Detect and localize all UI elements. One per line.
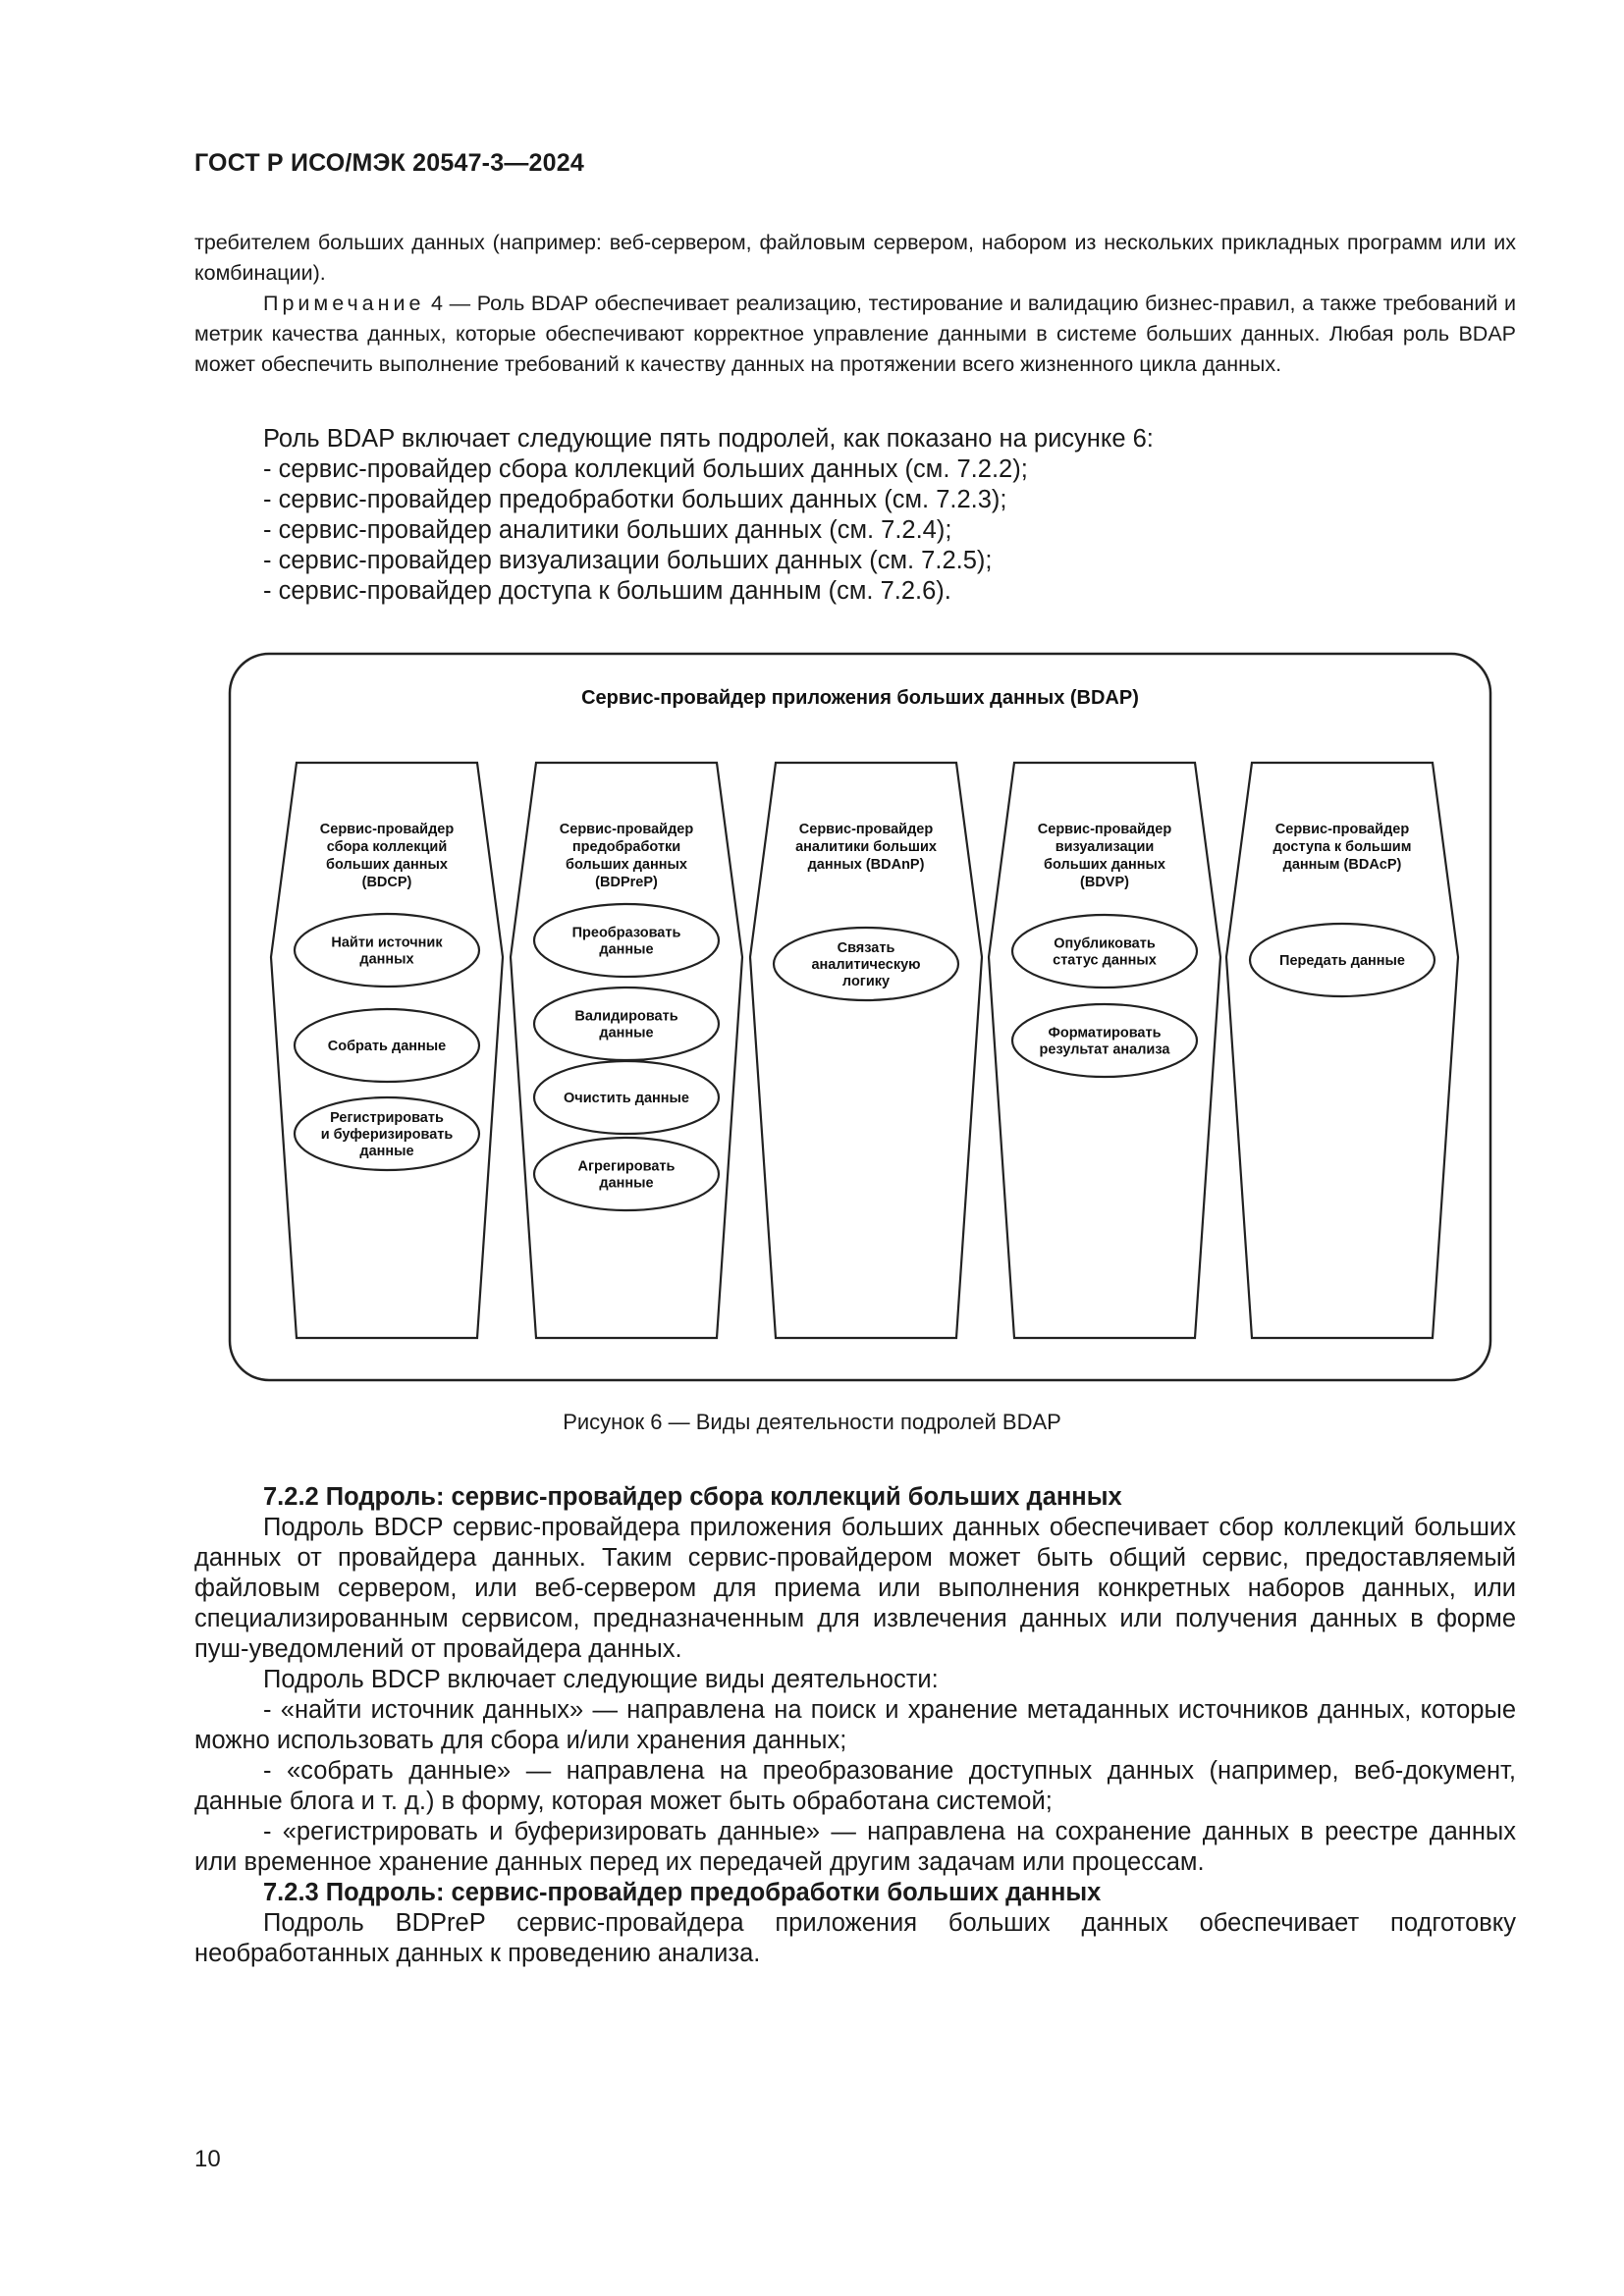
section-722-heading: 7.2.2 Подроль: сервис-провайдер сбора коллекций больших данных [263, 1483, 1122, 1511]
intro-continuation: требителем больших данных (например: веб-сервером, файловым сервером, набором из нескольких прикладных программ или их комбинации). [194, 231, 1516, 285]
subrole-title-line: Сервис-провайдер [559, 822, 694, 837]
subrole-title-line: Сервис-провайдер [319, 822, 455, 837]
list-item: - сервис-провайдер визуализации больших данных (см. 7.2.5); [263, 547, 993, 574]
subrole-title-line: больших данных [1044, 857, 1165, 873]
diagram-title: Сервис-провайдер приложения больших данных (BDAP) [581, 687, 1139, 709]
activity-label: Регистрировать [330, 1110, 444, 1126]
page-number: 10 [194, 2146, 221, 2172]
activity-label: Опубликовать [1054, 935, 1156, 952]
note-text: 4 — Роль BDAP обеспечивает реализацию, тестирование и валидацию бизнес-правил, а также требований и метрик качества данных, которые обеспечивают корректное управление данными в системе больших данных. Любая роль BDAP может обеспечить выполнение требований к качеству данных на протяжении всего жизненного цикла данных. [194, 292, 1516, 376]
activity-label: результат анализа [1039, 1041, 1170, 1058]
section-722-intro: Подроль BDCP включает следующие виды деятельности: [263, 1666, 939, 1693]
section-722-bullet-1: - «найти источник данных» — направлена на поиск и хранение метаданных источников данных, которые можно использовать для сбора и/или хранения данных; [194, 1696, 1516, 1754]
subrole-title-line: больших данных [326, 857, 448, 873]
activity-label: Очистить данные [564, 1091, 689, 1106]
figure-caption: Рисунок 6 — Виды деятельности подролей BDAP [563, 1410, 1061, 1434]
subrole-title-line: (BDCP) [361, 875, 412, 890]
activity-label: Форматировать [1048, 1025, 1162, 1041]
activity-label: и буферизировать [320, 1127, 454, 1143]
activity-label: данных [359, 951, 414, 968]
section-723-heading: 7.2.3 Подроль: сервис-провайдер предобработки больших данных [263, 1879, 1102, 1906]
activity-label: аналитическую [811, 957, 921, 973]
subrole-title-line: больших данных [566, 857, 687, 873]
subrole-columns [271, 763, 1458, 1338]
activity-label: данные [599, 941, 654, 958]
list-item: - сервис-провайдер сбора коллекций больших данных (см. 7.2.2); [263, 455, 1028, 483]
activity-label: статус данных [1053, 952, 1157, 969]
activity-label: Преобразовать [571, 925, 681, 941]
activity-label: данные [599, 1025, 654, 1041]
list-item: - сервис-провайдер аналитики больших данных (см. 7.2.4); [263, 516, 952, 544]
activity-label: данные [599, 1175, 654, 1192]
note-paragraph [194, 289, 1516, 380]
subrole-title-line: визуализации [1055, 839, 1155, 855]
subrole-title-line: Сервис-провайдер [1274, 822, 1410, 837]
subrole-title-line: предобработки [571, 839, 681, 855]
subrole-title-line: данных (BDAnP) [807, 857, 925, 873]
roles-list [263, 424, 1154, 607]
activity-label: Собрать данные [327, 1039, 447, 1054]
activity-label: Найти источник [331, 934, 443, 951]
note-label: Примечание [263, 292, 425, 315]
subrole-title-line: доступа к большим [1272, 839, 1412, 855]
section-722-bullet-2: - «собрать данные» — направлена на преобразование доступных данных (например, веб-документ, данные блога и т. д.) в форму, которая может быть обработана системой; [194, 1757, 1516, 1815]
subrole-title-line: Сервис-провайдер [1037, 822, 1172, 837]
subrole-title-line: данным (BDAcP) [1282, 857, 1402, 873]
activity-label: логику [841, 974, 891, 989]
section-722-paragraph: Подроль BDCP сервис-провайдера приложения больших данных обеспечивает сбор коллекций больших данных от провайдера данных. Таким сервис-провайдером может быть общий сервис, предоставляемый файловым сервером, или веб-сервером для приема или выполнения конкретных наборов данных, или специализированным сервисом, предназначенным для извлечения данных или получения данных в форме пуш-уведомлений от провайдера данных. [194, 1514, 1516, 1663]
document-header: ГОСТ Р ИСО/МЭК 20547-3—2024 [194, 149, 584, 177]
section-723-paragraph: Подроль BDPreP сервис-провайдера приложения больших данных обеспечивает подготовку необработанных данных к проведению анализа. [194, 1909, 1516, 1967]
activity-label: данные [359, 1144, 414, 1159]
subrole-title-line: сбора коллекций [326, 839, 448, 855]
activity-label: Валидировать [574, 1008, 678, 1025]
activity-label: Передать данные [1279, 953, 1405, 969]
subrole-title-line: Сервис-провайдер [798, 822, 934, 837]
subrole-title-line: (BDPreP) [595, 875, 658, 890]
roles-list-lead: Роль BDAP включает следующие пять подролей, как показано на рисунке 6: [263, 425, 1154, 453]
activity-label: Связать [837, 940, 895, 956]
section-722-bullet-3: - «регистрировать и буферизировать данные» — направлена на сохранение данных в реестре данных или временное хранение данных перед их передачей другим задачам или процессам. [194, 1818, 1516, 1876]
bdap-diagram [224, 648, 1500, 1390]
subrole-title-line: аналитики больших [795, 839, 937, 855]
list-item: - сервис-провайдер доступа к большим данным (см. 7.2.6). [263, 577, 951, 605]
subrole-title-line: (BDVP) [1080, 875, 1129, 890]
list-item: - сервис-провайдер предобработки больших данных (см. 7.2.3); [263, 486, 1007, 513]
activity-label: Агрегировать [577, 1158, 676, 1175]
